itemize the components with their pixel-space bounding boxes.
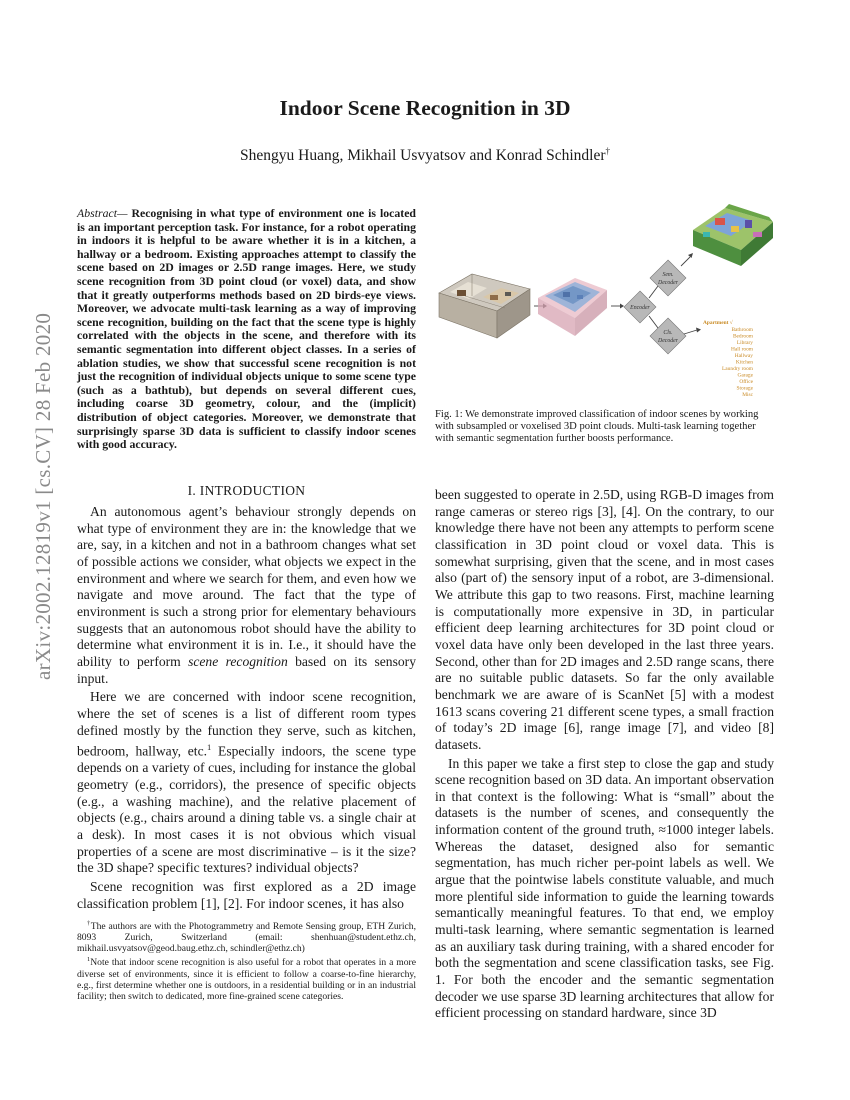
- footnote-affiliation: [77, 918, 416, 954]
- abstract: [77, 207, 416, 452]
- class-list: [703, 319, 754, 398]
- class-item: Library: [736, 340, 753, 346]
- footnote-1-text: Note that indoor scene recognition is also useful for a robot that operates in a more diverse set of environments, since it is efficient to follow a coarse-to-fine hierarchy, e.g., first determine whether one is outdoors, in a residential building or in an industrial facility; then switch to dedicated, more fine-grained scene categories.: [77, 957, 416, 1002]
- class-item: Bathroom: [731, 327, 753, 333]
- intro-p1-text-b: based on its sensory input.: [77, 653, 416, 686]
- class-item: Garage: [737, 372, 753, 379]
- cls-decoder-label-2: Decoder: [658, 338, 678, 344]
- sem-decoder-label-1: Sem.: [662, 272, 674, 278]
- left-column-body: [77, 504, 416, 912]
- figure-caption: Fig. 1: We demonstrate improved classification of indoor scenes by working with subsampled or voxelised 3D point clouds. Multi-task learning together with semantic segmentation further boosts performance.: [435, 409, 759, 445]
- intro-paragraph-5: In this paper we take a first step to close the gap and study scene recognition based on 3D data. An important observation in that context is the following: What is “small” about the datasets is the number of scenes, and consequently the information content of the ground truth, ≈1000 integer labels. Whereas the dataset, designed also for semantic segmentation, has much richer per-point labels as well. We argue that the pointwise labels constitute valuable, and much more plentiful side information to guide the learning towards semantically meaningful features. To that end, we employ multi-task learning, where semantic segmentation is learned as an auxiliary task during training, with a shared encoder for both the segmentation and scene classification tasks, see Fig. 1. For both the encoder and the semantic segmentation decoder we use sparse 3D learning architectures that allow for efficient processing on standard hardware, since 3D: [435, 755, 774, 1021]
- class-item: Bedroom: [732, 333, 753, 340]
- footnote-1-mark: 1: [87, 956, 91, 964]
- class-item: Hall room: [730, 346, 753, 353]
- right-column-body: [435, 487, 774, 1022]
- intro-p1-emphasis: scene recognition: [188, 653, 288, 669]
- intro-paragraph-2: [77, 689, 416, 877]
- segmentation-output-image: [693, 204, 773, 266]
- intro-paragraph-4: been suggested to operate in 2.5D, using RGB-D images from range cameras or stereo rigs [3], [4]. On the contrary, to our knowledge there have not been any attempts to perform scene classification in 3D point cloud or voxel data. This is somewhat surprising, given that the scene, and in most cases also (part of) the sensory input of a robot, are 3-dimensional. We attribute this gap to two reasons. First, machine learning is computationally more expensive in 3D, in particular efficient deep learning architectures for 3D point cloud or voxel data have only been developed in the last three years. Second, other than for 2D images and 2.5D range scans, there are no suitable public datasets. So far the only available benchmark we are aware of is ScanNet [5] with a modest 1613 scans covering 21 different scene types, a small fraction of today’s 2D image [6], range image [7], and video [8] datasets.: [435, 487, 774, 752]
- sem-decoder-node: [650, 260, 686, 296]
- encoder-label: Encoder: [630, 305, 650, 311]
- sem-decoder-label-2: Decoder: [658, 280, 678, 286]
- paper-title: Indoor Scene Recognition in 3D: [279, 96, 571, 120]
- intro-paragraph-1: [77, 504, 416, 687]
- figure-1: [435, 200, 775, 400]
- cls-decoder-node: [650, 318, 686, 354]
- class-item: Storage: [736, 385, 753, 392]
- section-heading-introduction: I. INTRODUCTION: [187, 483, 306, 498]
- footnotes: [77, 918, 416, 1002]
- footnote-affil-mark: †: [87, 920, 91, 927]
- intro-paragraph-3: Scene recognition was first explored as a 2D image classification problem [1], [2]. For indoor scenes, it has also: [77, 878, 416, 911]
- voxelised-scan-image: [538, 278, 607, 336]
- footnote-1: [77, 954, 416, 1002]
- author-names: Shengyu Huang, Mikhail Usvyatsov and Konrad Schindler: [240, 147, 606, 165]
- class-item: Misc: [742, 392, 753, 398]
- abstract-lead: Abstract—: [77, 206, 128, 220]
- footnote-affil-text: The authors are with the Photogrammetry and Remote Sensing group, ETH Zurich, 8093 Zurich, Switzerland (email: shenhuan@student.ethz.ch, mikhail.usvyatsov@geod.baug.ethz.ch, schindler@ethz.ch): [77, 921, 416, 955]
- author-affil-mark: †: [605, 146, 610, 156]
- arxiv-side-stamp: [22, 292, 62, 682]
- author-line: [0, 146, 850, 165]
- footnote-ref-1: 1: [207, 742, 212, 753]
- input-scan-image: [439, 274, 530, 338]
- cls-decoder-label-1: Cls.: [663, 330, 673, 336]
- intro-p2-text-b: Especially indoors, the scene type depends on a variety of cues, including for instance the global geometry (e.g., corridors), the presence of specific objects (e.g., a washing machine), and the relative placement of objects (e.g., chairs around a dining table vs. a single chair at a desk). In most cases it is not obvious which visual properties of a scene are most discriminative – is it the size? the 3D shape? specific textures? individual objects?: [77, 743, 416, 876]
- class-item: Office: [739, 379, 753, 385]
- predicted-class: Apartment √: [703, 320, 733, 326]
- class-item: Hallway: [734, 353, 753, 359]
- arxiv-id-text: arXiv:2002.12819v1 [cs.CV] 28 Feb 2020: [31, 312, 55, 680]
- abstract-text: Recognising in what type of environment one is located is an important perception task. For instance, for a robot operating in indoors it is helpful to be aware whether it is in a kitchen, a hallway or a bedroom. Existing approaches attempt to classify the scene based on 2D images or 2.5D range images. Here, we study scene recognition from 3D point cloud (or voxel) data, and show that it greatly outperforms methods based on 2D birds-eye views. Moreover, we advocate multi-task learning as a way of improving scene recognition, building on the fact that the scene type is highly correlated with the objects in the scene, and therefore with its semantic segmentation into different object classes. In a series of ablation studies, we show that successful scene recognition is not just the recognition of individual objects unique to some scene type (such as a bathtub), but depends on several different cues, including coarse 3D geometry, colour, and the (implicit) distribution of object categories. Moreover, we demonstrate that surprisingly sparse 3D data is sufficient to classify indoor scenes with good accuracy.: [77, 206, 416, 452]
- class-item: Laundry room: [722, 366, 753, 372]
- class-item: Kitchen: [735, 359, 753, 366]
- intro-p2-text-a: Here we are concerned with indoor scene recognition, where the set of scenes is a list of different room types defined mostly by the function they serve, such as kitchen, bedroom, hallway, etc.: [77, 689, 416, 759]
- intro-p1-text-a: An autonomous agent’s behaviour strongly depends on what type of environment they are in: the knowledge that we are, say, in a kitchen and not in a bathroom changes what set of possible actions we consider, what objects we expect in the environment and where we search for them, and even how we navigate and move around. The fact that the type of environment is such a strong prior for elementary behaviours suggests that an autonomous robot should have the ability to determine what environment it is in. I.e., it should have the ability to perform: [77, 504, 416, 669]
